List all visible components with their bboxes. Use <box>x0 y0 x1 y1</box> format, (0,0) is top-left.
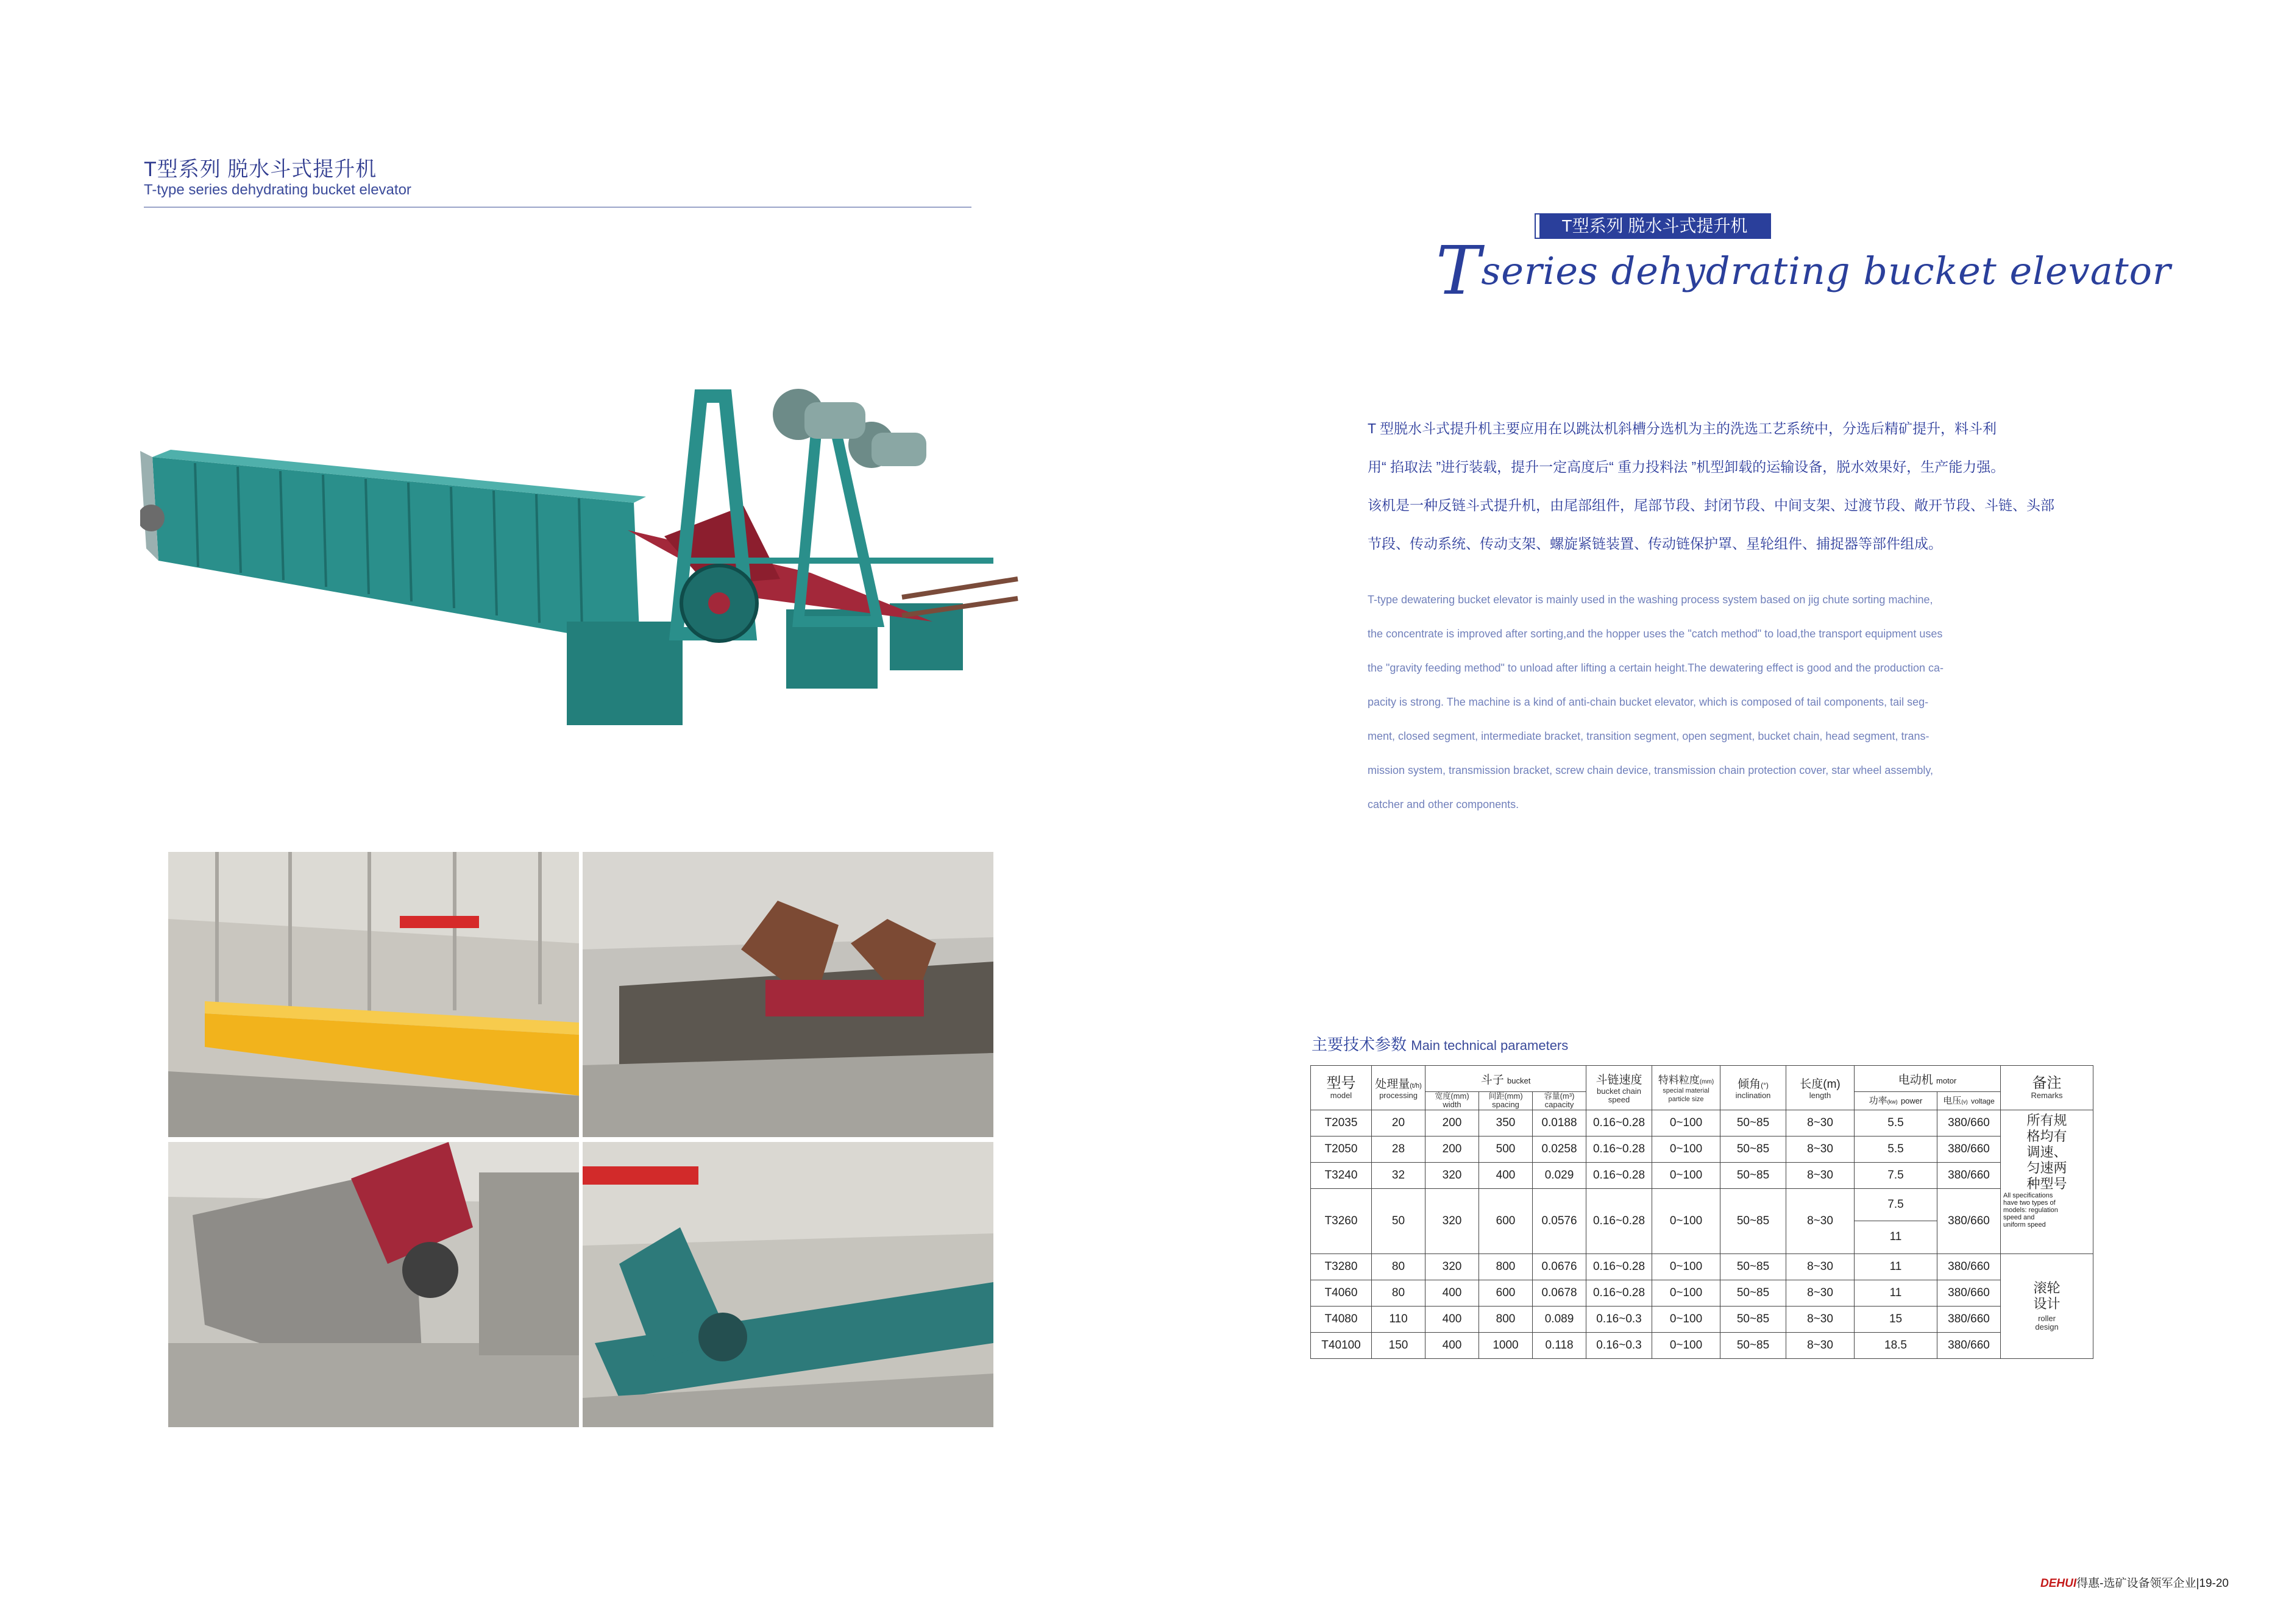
spec-table <box>1310 1065 2093 1359</box>
description-cn <box>1368 410 2056 563</box>
photo-rust-elevators <box>583 852 993 1137</box>
description-en-line: the "gravity feeding method" to unload after lifting a certain height.The dewatering effect is good and the production ca- <box>1368 662 1944 674</box>
photo-steel-section <box>168 1142 579 1427</box>
header-motor: 电动机 motor <box>1855 1066 2001 1092</box>
table-row-sub: 11 <box>1311 1221 2093 1253</box>
table-row: T40100 150 400 1000 0.118 0.16~0.3 0~100 50~85 8~30 18.5 380/660 <box>1311 1332 2093 1358</box>
section-title-en: T-type series dehydrating bucket elevator <box>144 182 411 198</box>
header-speed: 斗链速度 bucket chain speed <box>1586 1066 1652 1110</box>
table-title-cn: 主要技术参数 <box>1312 1035 1407 1054</box>
description-en-line: pacity is strong. The machine is a kind of anti-chain bucket elevator, which is composed of tail components, tail seg- <box>1368 696 1929 708</box>
steel-section-photo-image <box>168 1142 579 1427</box>
header-divider <box>144 207 971 208</box>
header-particle: 特料粒度(mm) special material particle size <box>1652 1066 1720 1110</box>
title-badge: T型系列 脱水斗式提升机 <box>1536 215 1770 238</box>
description-cn-line: 该机是一种反链斗式提升机，由尾部组件，尾部节段、封闭节段、中间支架、过渡节段、敞开节段、斗链、头部 <box>1368 497 2054 513</box>
remarks-roller-design: 滚轮设计 roller design <box>2001 1253 2093 1358</box>
table-title-en: Main technical parameters <box>1411 1038 1569 1053</box>
page-footer <box>2040 1574 2229 1590</box>
description-en-line: ment, closed segment, intermediate bracket, transition segment, open segment, bucket chain, head segment, trans- <box>1368 730 1929 742</box>
header-length: 长度(m) length <box>1786 1066 1855 1110</box>
header-capacity: 容量(m³) capacity <box>1533 1092 1586 1110</box>
remarks-speed-types: 所有规格均有调速、匀速两种型号 All specifications have two types of models: regulation speed and uniform speed <box>2001 1110 2093 1253</box>
description-cn-line: 用“ 掐取法 ”进行装载，提升一定高度后“ 重力投料法 ”机型卸载的运输设备，脱水效果好，生产能力强。 <box>1368 459 2005 475</box>
table-title <box>1312 1032 1568 1055</box>
table-row: T3280 80 320 800 0.0676 0.16~0.28 0~100 50~85 8~30 11 380/660 滚轮设计 roller design <box>1311 1253 2093 1280</box>
header-model: 型号 model <box>1311 1066 1372 1110</box>
description-en-line: T-type dewatering bucket elevator is mainly used in the washing process system based on jig chute sorting machine, <box>1368 594 1933 606</box>
script-title <box>1436 232 2171 310</box>
header-inclination: 倾角(°) inclination <box>1720 1066 1786 1110</box>
teal-elevator-photo-image <box>583 1142 993 1427</box>
header-voltage: 电压(v) voltage <box>1937 1092 2001 1110</box>
table-row: T2035 20 200 350 0.0188 0.16~0.28 0~100 50~85 8~30 5.5 380/660 所有规格均有调速、匀速两种型号 All specifications have two types of models: regulation speed and uniform speed <box>1311 1110 2093 1136</box>
footer-text: 得惠-选矿设备领军企业 <box>2076 1577 2196 1590</box>
header-remarks: 备注 Remarks <box>2001 1066 2093 1110</box>
header-width: 宽度(mm) width <box>1425 1092 1479 1110</box>
photo-teal-elevator <box>583 1142 993 1427</box>
header-spacing: 间距(mm) spacing <box>1479 1092 1533 1110</box>
photo-yellow-elevators <box>168 852 579 1137</box>
yellow-elevators-photo-image <box>168 852 579 1137</box>
table-row: T3260 50 320 600 0.0576 0.16~0.28 0~100 50~85 8~30 7.5 380/660 <box>1311 1188 2093 1221</box>
page-numbers: |19-20 <box>2196 1577 2229 1590</box>
description-en-line: mission system, transmission bracket, screw chain device, transmission chain protection cover, star wheel assembly, <box>1368 764 1934 776</box>
header-power: 功率(kw) power <box>1855 1092 1937 1110</box>
description-cn-line: T 型脱水斗式提升机主要应用在以跳汰机斜槽分选机为主的洗选工艺系统中，分选后精矿提升，料斗利 <box>1368 420 1997 436</box>
header-processing: 处理量(t/h) processing <box>1372 1066 1425 1110</box>
bucket-elevator-illustration <box>140 378 1024 731</box>
description-cn-line: 节段、传动系统、传动支架、螺旋紧链装置、传动链保护罩、星轮组件、捕捉器等部件组成。 <box>1368 536 1942 551</box>
footer-brand: DEHUI <box>2040 1577 2077 1590</box>
description-en <box>1368 583 2056 821</box>
script-title-rest: series dehydrating bucket elevator <box>1481 249 2171 293</box>
table-row: T3240 32 320 400 0.029 0.16~0.28 0~100 50~85 8~30 7.5 380/660 <box>1311 1162 2093 1188</box>
table-row: T2050 28 200 500 0.0258 0.16~0.28 0~100 50~85 8~30 5.5 380/660 <box>1311 1136 2093 1162</box>
section-title-cn: T型系列 脱水斗式提升机 <box>144 158 377 181</box>
description-en-line: the concentrate is improved after sorting,and the hopper uses the "catch method" to load,the transport equipment uses <box>1368 628 1943 640</box>
table-row: T4060 80 400 600 0.0678 0.16~0.28 0~100 50~85 8~30 11 380/660 <box>1311 1280 2093 1306</box>
table-row: T4080 110 400 800 0.089 0.16~0.3 0~100 50~85 8~30 15 380/660 <box>1311 1306 2093 1332</box>
rust-elevators-photo-image <box>583 852 993 1137</box>
header-bucket: 斗子 bucket <box>1425 1066 1586 1092</box>
description-en-line: catcher and other components. <box>1368 798 1519 810</box>
script-title-cap: T <box>1436 232 1482 310</box>
